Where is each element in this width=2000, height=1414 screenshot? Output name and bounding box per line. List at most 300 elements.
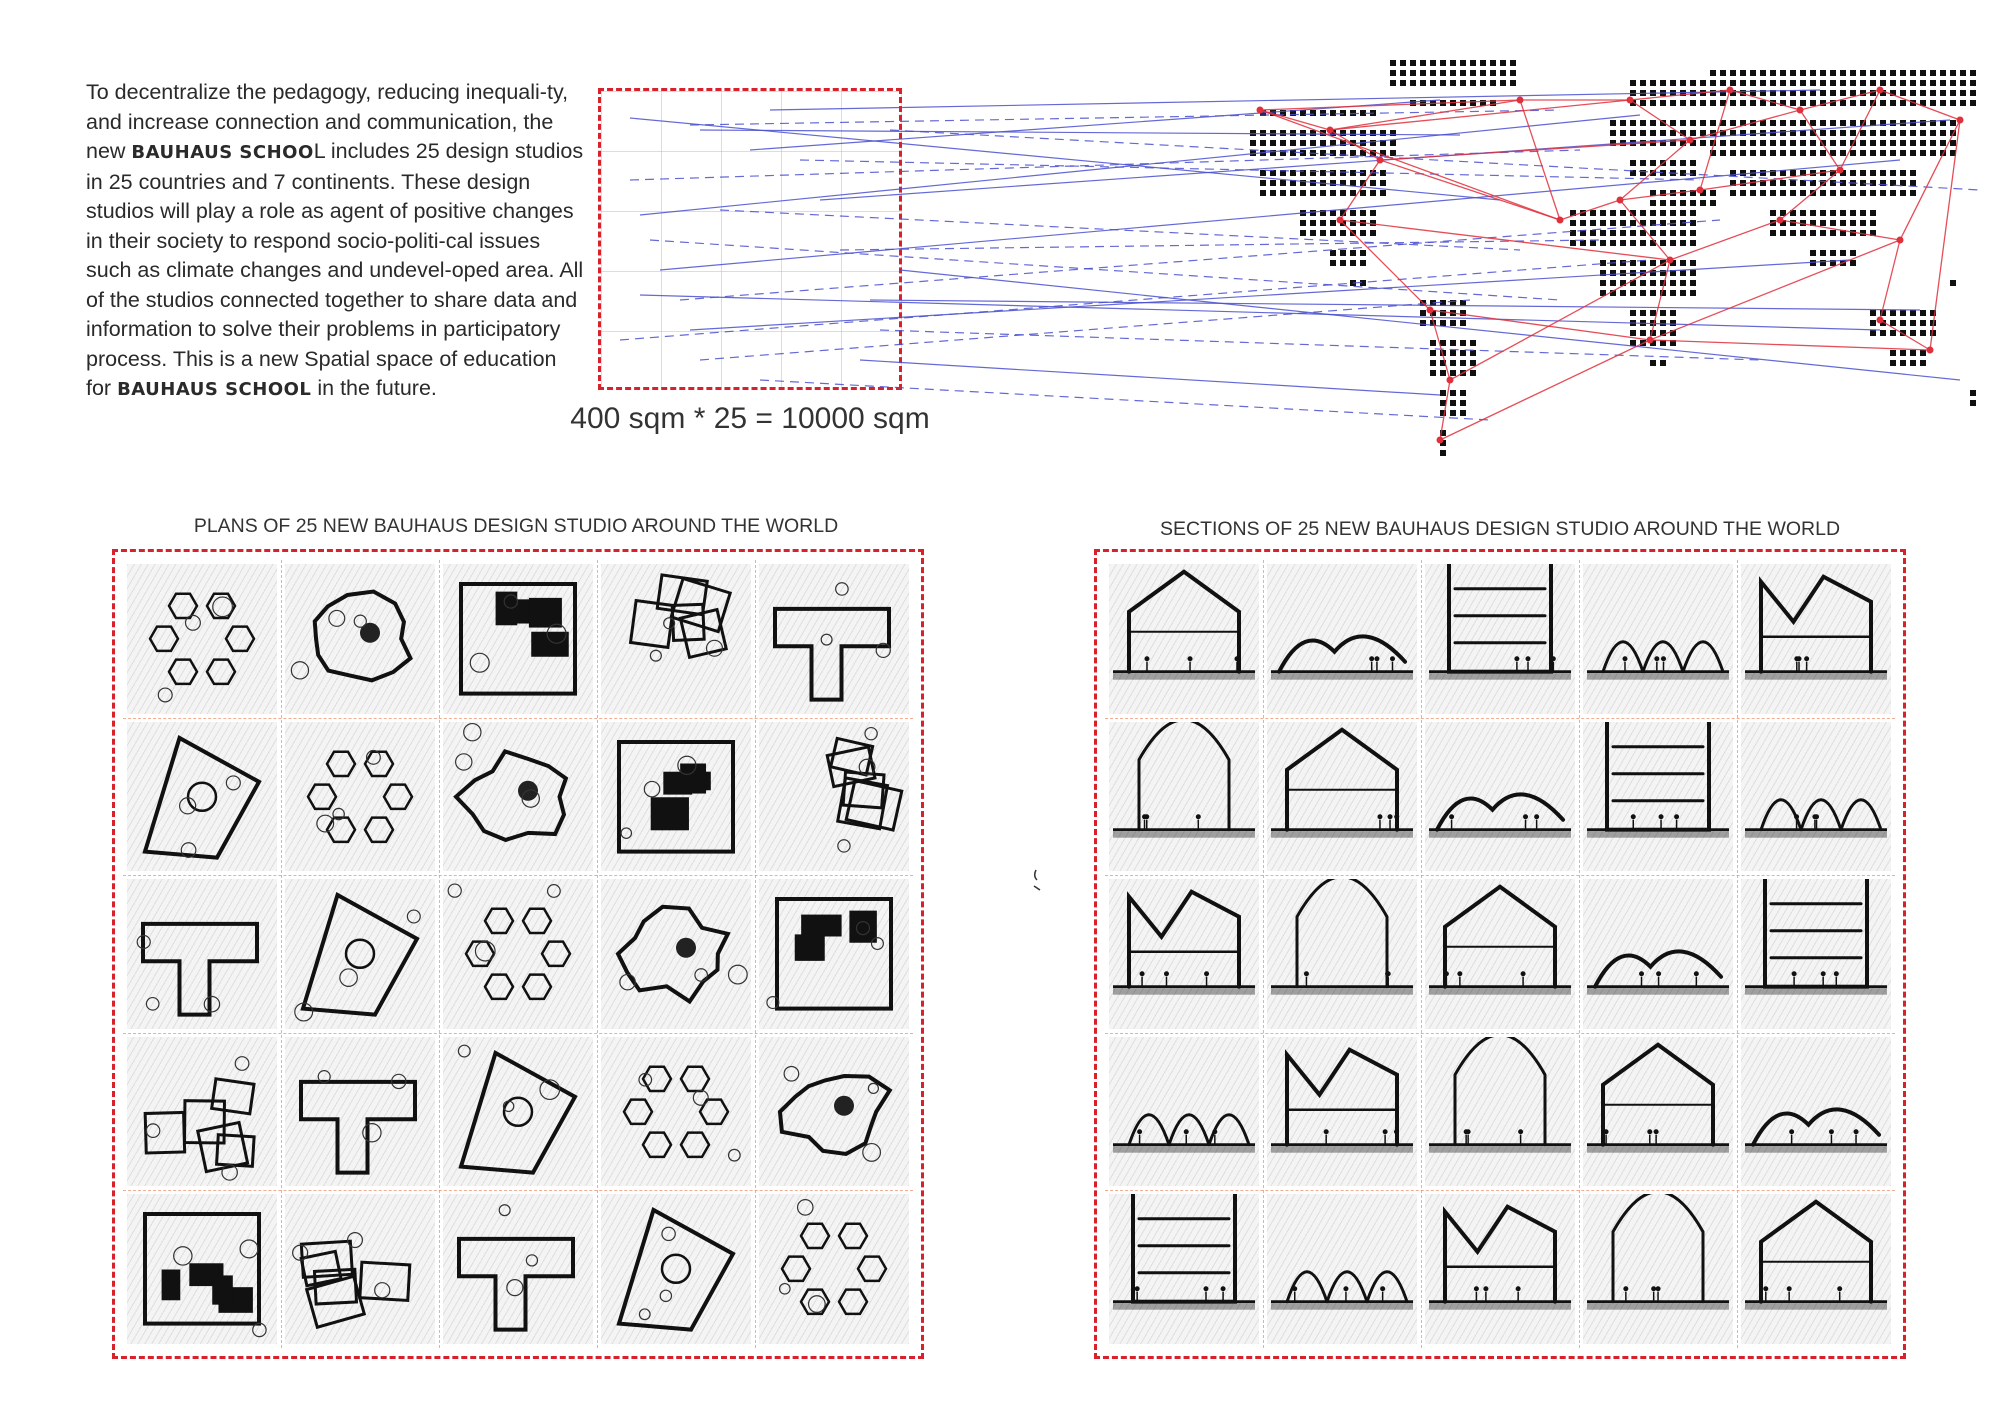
red-network-line [1880,240,1900,320]
map-dot [1770,210,1776,216]
map-dot [1830,230,1836,236]
map-dot [1930,100,1936,106]
map-dot [1900,170,1906,176]
map-dot [1280,130,1286,136]
grid-divider [755,560,756,1348]
map-dot [1960,80,1966,86]
map-dot [1770,80,1776,86]
network-node [1427,307,1434,314]
map-dot [1850,90,1856,96]
map-dot [1460,400,1466,406]
map-dot [1730,70,1736,76]
world-dot-map [1250,60,1976,456]
map-dot [1590,230,1596,236]
map-dot [1640,310,1646,316]
map-dot [1620,240,1626,246]
map-dot [1830,80,1836,86]
map-dot [1410,100,1416,106]
network-node [1697,187,1704,194]
map-dot [1620,230,1626,236]
map-dot [1300,140,1306,146]
map-dot [1430,360,1436,366]
map-dot [1950,120,1956,126]
map-dot [1750,130,1756,136]
map-dot [1690,170,1696,176]
map-dot [1610,240,1616,246]
red-network-line [1520,100,1560,220]
map-dot [1760,100,1766,106]
map-dot [1360,260,1366,266]
map-dot [1260,140,1266,146]
map-dot [1610,220,1616,226]
map-dot [1820,220,1826,226]
map-dot [1380,180,1386,186]
studio-section-sketch [1425,722,1575,872]
map-dot [1930,130,1936,136]
map-dot [1350,250,1356,256]
map-dot [1770,150,1776,156]
red-network-line [1650,340,1930,350]
studio-section-sketch [1109,1037,1259,1187]
map-dot [1350,260,1356,266]
red-network-line [1380,160,1560,220]
map-dot [1900,350,1906,356]
map-dot [1250,130,1256,136]
map-dot [1440,60,1446,66]
map-dot [1670,130,1676,136]
studio-section-sketch [1109,564,1259,714]
map-dot [1620,210,1626,216]
map-dot [1330,190,1336,196]
map-dot [1650,130,1656,136]
map-dot [1400,70,1406,76]
map-dot [1840,130,1846,136]
map-dot [1370,210,1376,216]
map-dot [1270,180,1276,186]
map-dot [1680,160,1686,166]
map-dot [1850,170,1856,176]
map-dot [1950,140,1956,146]
map-dot [1460,320,1466,326]
map-dot [1640,160,1646,166]
map-dot [1750,150,1756,156]
map-dot [1690,260,1696,266]
map-dot [1890,120,1896,126]
studio-plan-sketch [127,722,277,872]
studio-plan-sketch [443,722,593,872]
map-dot [1760,170,1766,176]
map-dot [1620,130,1626,136]
map-dot [1820,260,1826,266]
studio-plan-sketch [443,1194,593,1344]
map-dot [1840,120,1846,126]
map-dot [1880,190,1886,196]
map-dot [1450,60,1456,66]
map-dot [1280,140,1286,146]
plans-panel [112,549,924,1359]
map-dot [1850,100,1856,106]
map-dot [1360,230,1366,236]
network-node [1877,317,1884,324]
studio-section-sketch [1583,564,1733,714]
map-dot [1910,330,1916,336]
map-dot [1970,90,1976,96]
map-dot [1870,70,1876,76]
studio-plan-sketch [601,1037,751,1187]
studio-section-sketch [1267,879,1417,1029]
map-dot [1770,120,1776,126]
map-dot [1970,70,1976,76]
map-dot [1830,120,1836,126]
map-dot [1610,280,1616,286]
map-dot [1670,280,1676,286]
map-dot [1940,100,1946,106]
map-dot [1430,80,1436,86]
map-dot [1330,220,1336,226]
grid-divider [1105,1033,1895,1034]
studio-plan-sketch [601,564,751,714]
map-dot [1510,70,1516,76]
map-dot [1810,70,1816,76]
map-dot [1800,230,1806,236]
network-node [1327,127,1334,134]
map-dot [1640,210,1646,216]
map-dot [1730,80,1736,86]
map-dot [1730,100,1736,106]
map-dot [1740,140,1746,146]
map-dot [1250,140,1256,146]
map-dot [1600,240,1606,246]
map-dot [1850,210,1856,216]
map-dot [1860,150,1866,156]
map-dot [1900,310,1906,316]
world-network-map [0,0,2000,470]
map-dot [1790,170,1796,176]
map-dot [1390,150,1396,156]
map-dot [1900,150,1906,156]
map-dot [1900,190,1906,196]
studio-section-sketch [1741,1194,1891,1344]
map-dot [1840,220,1846,226]
map-dot [1720,140,1726,146]
network-node [1257,107,1264,114]
map-dot [1710,100,1716,106]
studio-plan-sketch [601,1194,751,1344]
map-dot [1870,220,1876,226]
map-dot [1430,60,1436,66]
map-dot [1790,150,1796,156]
map-dot [1470,350,1476,356]
map-dot [1890,70,1896,76]
studio-section-sketch [1267,564,1417,714]
map-dot [1890,80,1896,86]
map-dot [1320,220,1326,226]
map-dot [1310,110,1316,116]
map-dot [1430,350,1436,356]
map-dot [1900,140,1906,146]
map-dot [1720,150,1726,156]
map-dot [1310,130,1316,136]
sections-panel [1094,549,1906,1359]
map-dot [1680,230,1686,236]
network-node [1777,217,1784,224]
map-dot [1900,100,1906,106]
map-dot [1930,150,1936,156]
map-dot [1780,140,1786,146]
map-dot [1310,140,1316,146]
map-dot [1780,80,1786,86]
studio-section-sketch [1109,722,1259,872]
map-dot [1950,100,1956,106]
studio-plan-sketch [443,879,593,1029]
map-dot [1640,100,1646,106]
map-dot [1890,140,1896,146]
studio-section-sketch [1425,879,1575,1029]
map-dot [1780,150,1786,156]
map-dot [1630,290,1636,296]
map-dot [1330,110,1336,116]
studio-section-sketch [1741,722,1891,872]
map-dot [1940,70,1946,76]
map-dot [1320,150,1326,156]
map-dot [1830,210,1836,216]
map-dot [1320,170,1326,176]
map-dot [1470,370,1476,376]
map-dot [1910,190,1916,196]
studio-section-sketch [1425,1194,1575,1344]
studio-plan-sketch [127,564,277,714]
map-dot [1690,220,1696,226]
map-dot [1460,340,1466,346]
map-dot [1310,190,1316,196]
map-dot [1820,250,1826,256]
map-dot [1420,60,1426,66]
map-dot [1870,210,1876,216]
map-dot [1960,70,1966,76]
map-dot [1690,80,1696,86]
network-node [1797,107,1804,114]
map-dot [1790,70,1796,76]
network-node [1437,437,1444,444]
map-dot [1750,140,1756,146]
map-dot [1680,80,1686,86]
map-dot [1920,360,1926,366]
map-dot [1900,70,1906,76]
map-dot [1730,190,1736,196]
map-dot [1460,360,1466,366]
studio-section-sketch [1109,879,1259,1029]
map-dot [1890,170,1896,176]
map-dot [1300,130,1306,136]
map-dot [1870,80,1876,86]
map-dot [1850,80,1856,86]
studio-plan-sketch [285,564,435,714]
studio-plan-sketch [127,1194,277,1344]
map-dot [1310,220,1316,226]
map-dot [1910,90,1916,96]
studio-plan-sketch [759,1194,909,1344]
studio-section-sketch [1741,564,1891,714]
map-dot [1900,130,1906,136]
studio-section-sketch [1425,564,1575,714]
network-node [1667,257,1674,264]
map-dot [1890,130,1896,136]
map-dot [1320,140,1326,146]
map-dot [1470,340,1476,346]
map-dot [1450,410,1456,416]
map-dot [1880,130,1886,136]
network-node [1957,117,1964,124]
map-dot [1920,330,1926,336]
map-dot [1710,80,1716,86]
studio-plan-sketch [759,879,909,1029]
map-dot [1830,90,1836,96]
map-dot [1510,80,1516,86]
map-dot [1320,110,1326,116]
map-dot [1660,210,1666,216]
map-dot [1330,260,1336,266]
map-dot [1580,220,1586,226]
blue-connection-line [760,380,1490,420]
map-dot [1310,210,1316,216]
map-dot [1740,70,1746,76]
map-dot [1460,70,1466,76]
map-dot [1840,140,1846,146]
map-dot [1660,320,1666,326]
map-dot [1820,230,1826,236]
map-dot [1510,60,1516,66]
map-dot [1670,80,1676,86]
grid-divider [1105,1190,1895,1191]
map-dot [1850,250,1856,256]
map-dot [1450,320,1456,326]
studio-plan-sketch [443,564,593,714]
map-dot [1570,220,1576,226]
map-dot [1850,260,1856,266]
map-dot [1670,210,1676,216]
map-dot [1680,200,1686,206]
map-dot [1960,100,1966,106]
map-dot [1810,90,1816,96]
map-dot [1290,190,1296,196]
map-dot [1650,310,1656,316]
map-dot [1810,230,1816,236]
map-dot [1440,450,1446,456]
map-dot [1650,160,1656,166]
studio-plan-sketch [285,722,435,872]
map-dot [1930,90,1936,96]
map-dot [1680,260,1686,266]
map-dot [1420,320,1426,326]
map-dot [1740,190,1746,196]
map-dot [1360,190,1366,196]
map-dot [1700,120,1706,126]
map-dot [1470,60,1476,66]
map-dot [1830,130,1836,136]
grid-divider [1105,875,1895,876]
map-dot [1890,360,1896,366]
map-dot [1420,310,1426,316]
map-dot [1300,110,1306,116]
map-dot [1770,140,1776,146]
map-dot [1340,170,1346,176]
grid-divider [281,560,282,1348]
network-node [1647,337,1654,344]
map-dot [1800,120,1806,126]
map-dot [1660,310,1666,316]
map-dot [1780,230,1786,236]
map-dot [1780,70,1786,76]
map-dot [1670,100,1676,106]
network-node [1447,377,1454,384]
studio-section-sketch [1109,1194,1259,1344]
map-dot [1630,340,1636,346]
map-dot [1340,250,1346,256]
map-dot [1670,240,1676,246]
map-dot [1840,210,1846,216]
map-dot [1850,190,1856,196]
red-network-line [1900,120,1960,240]
map-dot [1780,120,1786,126]
map-dot [1920,310,1926,316]
map-dot [1900,90,1906,96]
map-dot [1680,290,1686,296]
map-dot [1880,100,1886,106]
map-dot [1870,170,1876,176]
map-dot [1910,130,1916,136]
map-dot [1910,70,1916,76]
map-dot [1880,150,1886,156]
map-dot [1620,260,1626,266]
map-dot [1290,140,1296,146]
map-dot [1690,120,1696,126]
map-dot [1910,320,1916,326]
studio-plan-sketch [601,722,751,872]
map-dot [1910,150,1916,156]
studio-connection-lines [620,90,1980,420]
map-dot [1420,80,1426,86]
map-dot [1580,240,1586,246]
map-dot [1810,250,1816,256]
map-dot [1690,100,1696,106]
studio-plan-sketch [759,722,909,872]
map-dot [1390,60,1396,66]
map-dot [1630,80,1636,86]
map-dot [1920,130,1926,136]
map-dot [1860,190,1866,196]
map-dot [1960,90,1966,96]
map-dot [1770,70,1776,76]
map-dot [1830,190,1836,196]
map-dot [1340,130,1346,136]
network-node [1617,197,1624,204]
map-dot [1410,80,1416,86]
map-dot [1340,230,1346,236]
map-dot [1820,150,1826,156]
brand-name-2: BAUHAUS SCHOOL [117,379,312,400]
map-dot [1920,350,1926,356]
studio-section-sketch [1741,879,1891,1029]
map-dot [1430,340,1436,346]
map-dot [1330,230,1336,236]
map-dot [1450,80,1456,86]
map-dot [1290,150,1296,156]
red-network-line [1670,220,1780,260]
grid-divider [123,1190,913,1191]
studio-plan-sketch [285,1037,435,1187]
map-dot [1770,190,1776,196]
map-dot [1450,350,1456,356]
